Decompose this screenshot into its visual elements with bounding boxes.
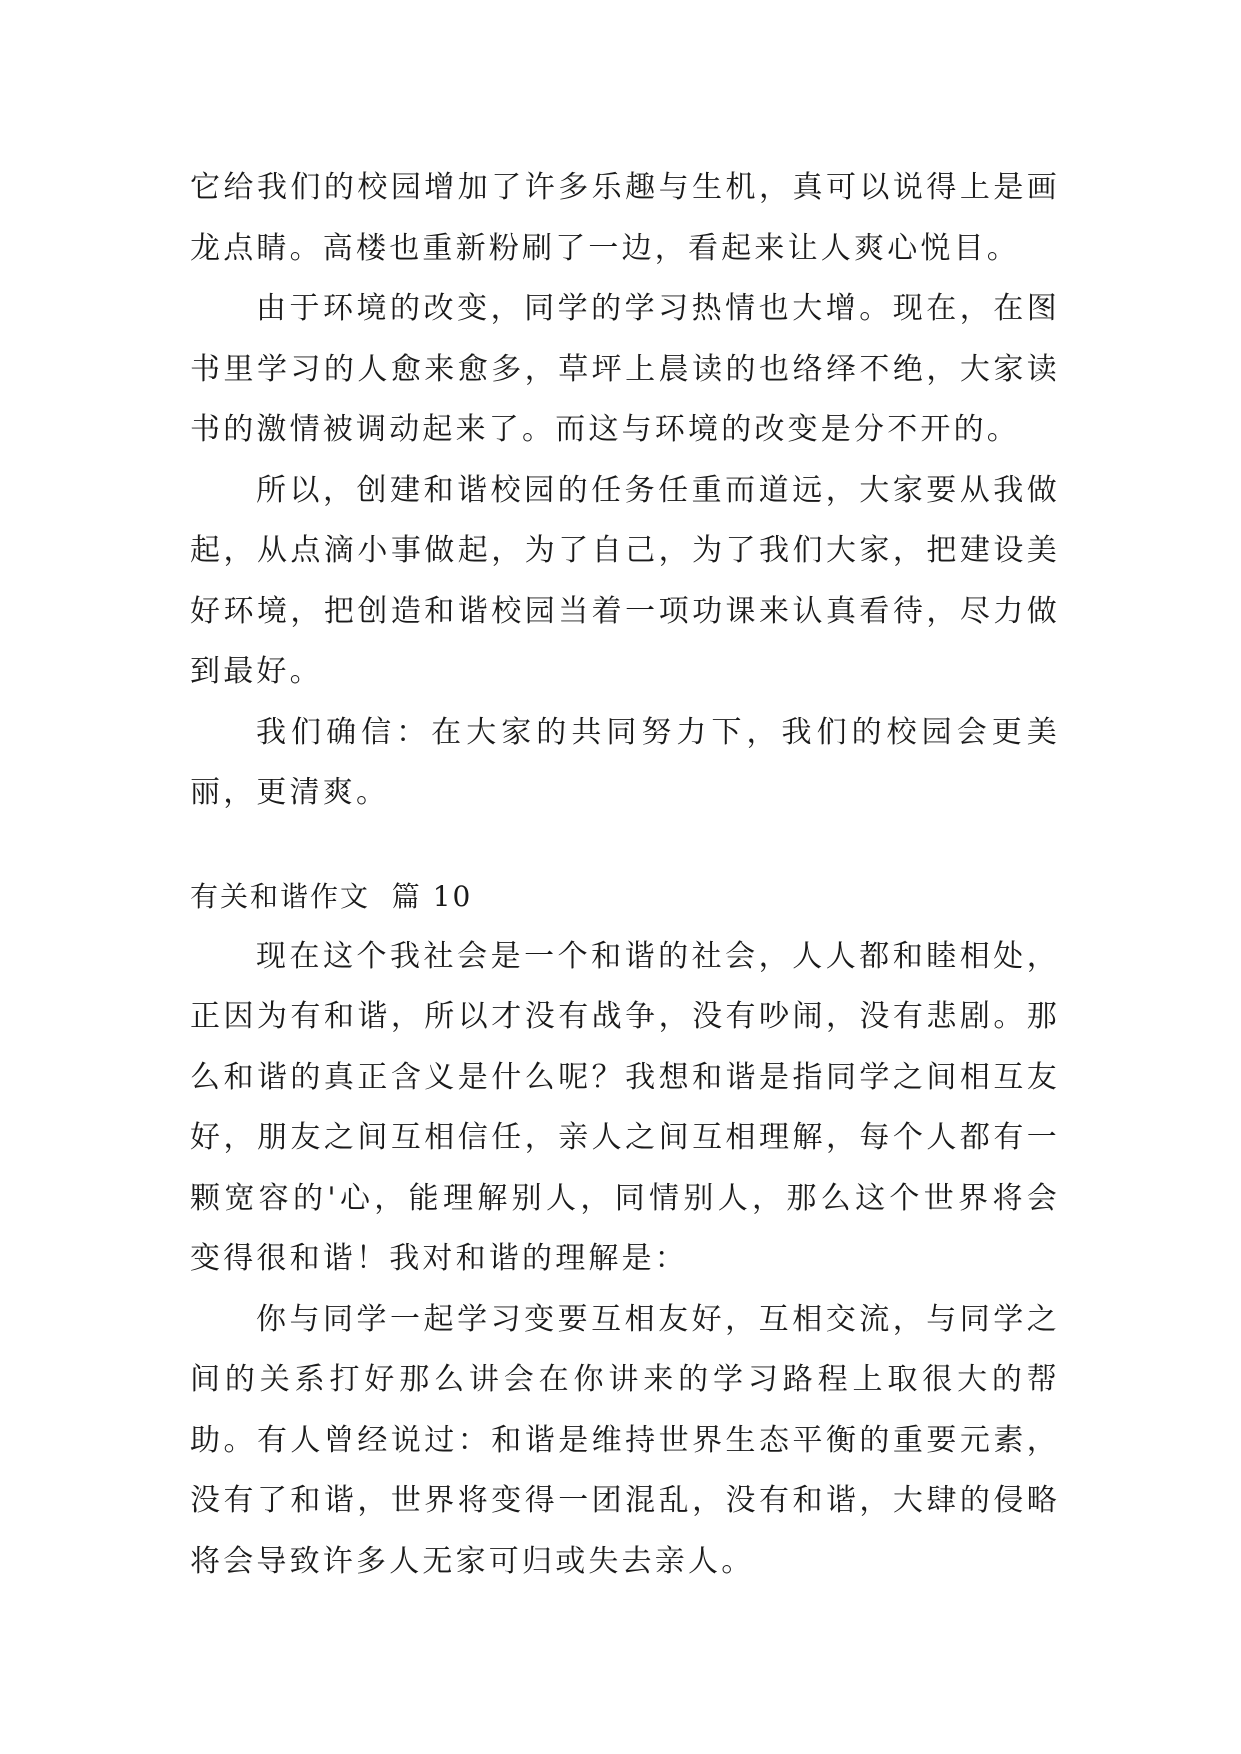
section-heading: 有关和谐作文 篇 10 xyxy=(190,879,473,913)
paragraph-conclusion: 我们确信：在大家的共同努力下，我们的校园会更美丽，更清爽。 xyxy=(190,714,1060,810)
paragraph-environment-change: 由于环境的改变，同学的学习热情也大增。现在，在图书里学习的人愈来愈多，草坪上晨读的也络绎不绝，大家读书的激情被调动起来了。而这与环境的改变是分不开的。 xyxy=(190,291,1060,447)
paragraph-harmonious-society: 现在这个我社会是一个和谐的社会，人人都和睦相处，正因为有和谐，所以才没有战争，没有吵闹，没有悲剧。那么和谐的真正含义是什么呢？我想和谐是指同学之间相互友好，朋友之间互相信任，亲人之间互相理解，每个人都有一颗宽容的'心，能理解别人，同情别人，那么这个世界将会变得很和谐！我对和谐的理解是： xyxy=(190,938,1060,1276)
paragraph-continued: 它给我们的校园增加了许多乐趣与生机，真可以说得上是画龙点睛。高楼也重新粉刷了一边，看起来让人爽心悦目。 xyxy=(190,170,1060,266)
document-page xyxy=(190,158,1060,1592)
paragraph-classmates: 你与同学一起学习变要互相友好，互相交流，与同学之间的关系打好那么讲会在你讲来的学习路程上取很大的帮助。有人曾经说过：和谐是维持世界生态平衡的重要元素，没有了和谐，世界将变得一团混乱，没有和谐，大肆的侵略将会导致许多人无家可归或失去亲人。 xyxy=(190,1301,1060,1579)
paragraph-building-harmony: 所以，创建和谐校园的任务任重而道远，大家要从我做起，从点滴小事做起，为了自己，为了我们大家，把建设美好环境，把创造和谐校园当着一项功课来认真看待，尽力做到最好。 xyxy=(190,472,1060,689)
